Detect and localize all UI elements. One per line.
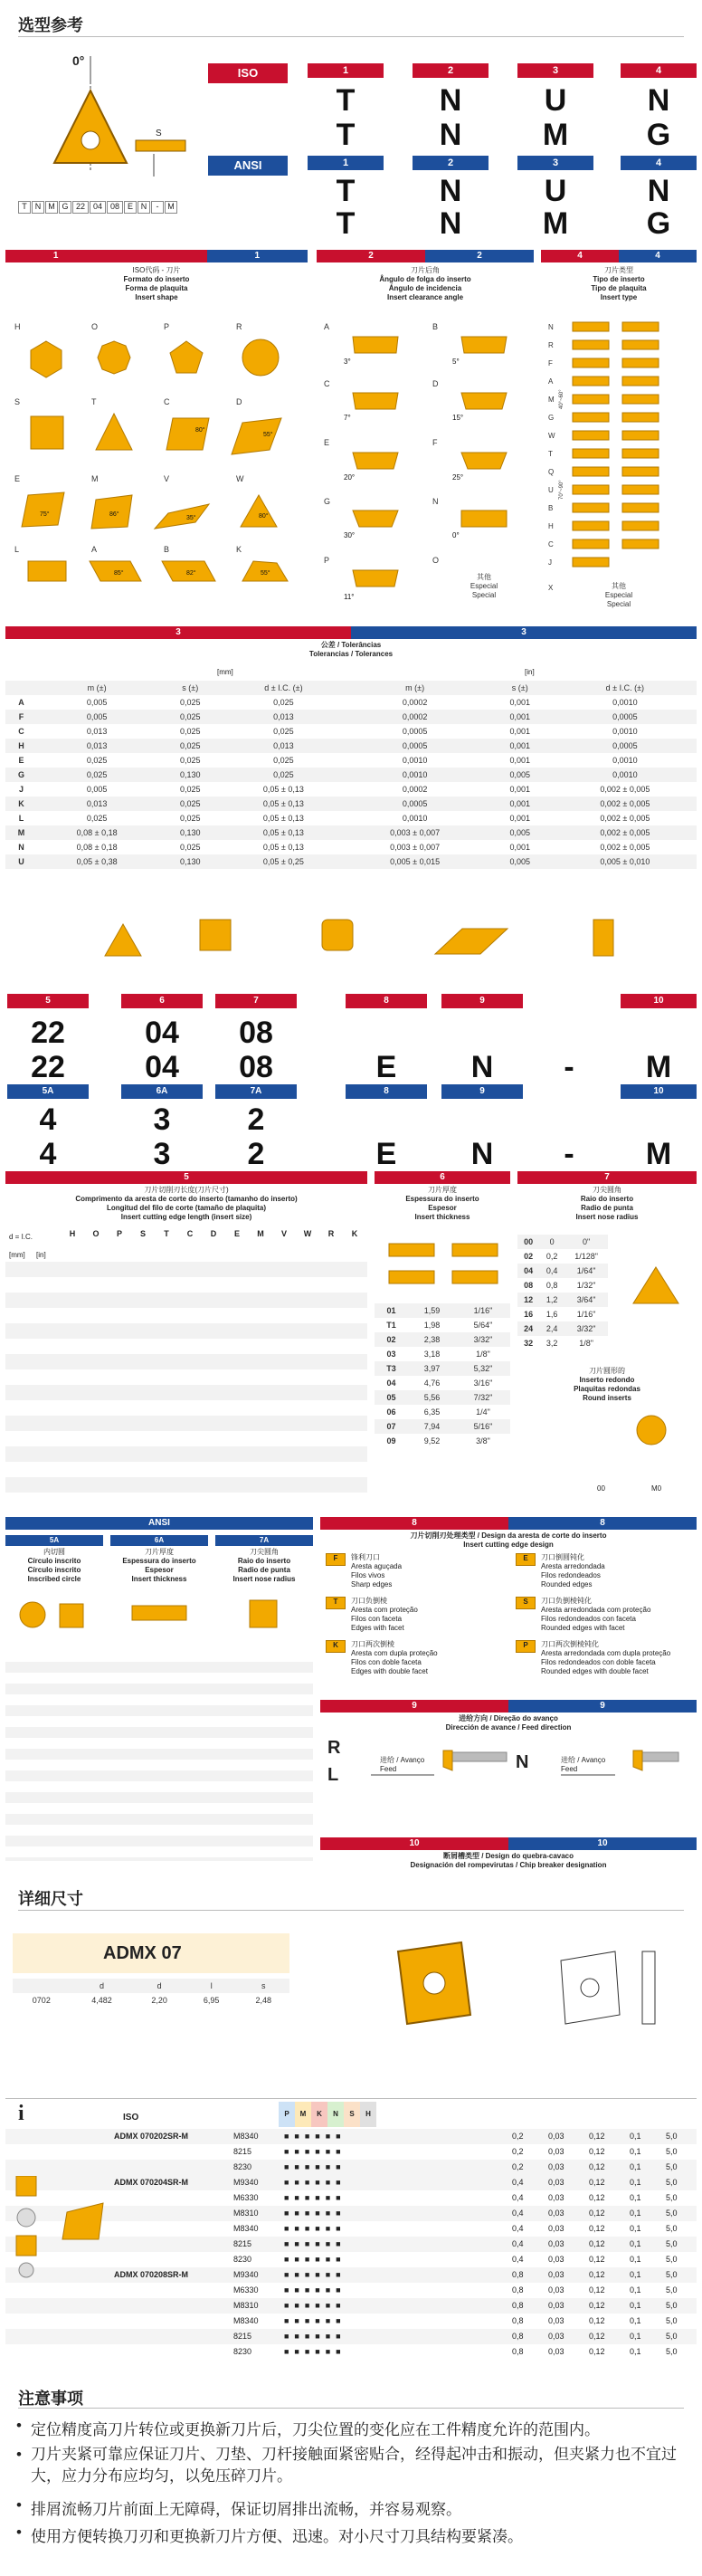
svg-text:N: N [548, 323, 554, 331]
svg-text:S: S [14, 397, 21, 406]
svg-text:W: W [548, 432, 555, 440]
svg-text:H: H [14, 322, 21, 331]
code-cell: 04 [90, 201, 106, 214]
col-num: 2 [413, 63, 489, 78]
iso-letter: T [336, 118, 356, 152]
ansi-c5: 内切圆 Círculo inscrito Círculo inscrito Inscribed circle [27, 1548, 81, 1583]
col-num: 3 [517, 156, 593, 170]
svg-text:5°: 5° [452, 358, 460, 366]
sec4-titles: 刀片类型 Tipo de inserto Tipo de plaquita Insert type [591, 266, 647, 301]
ansi-letter: T [336, 206, 356, 241]
col-num: 1 [308, 156, 384, 170]
svg-text:25°: 25° [452, 473, 464, 482]
iso-code: 08 [239, 1050, 273, 1084]
iso-code: 04 [145, 1050, 179, 1084]
col-num: 5A [7, 1084, 89, 1099]
edge-design-item: P 刀口两次倒棱钝化 Aresta arredondada com dupla proteção Filos redondeados con doble faceta Rounded edges with double facet [516, 1640, 697, 1676]
svg-text:P: P [324, 556, 330, 565]
ansi-letter: M [542, 206, 569, 241]
thickness-row: 01 1,59 1/16" [375, 1303, 510, 1318]
part-row: 8230 ■■■■■■ 0,4 0,03 0,12 0,1 5,0 [233, 2255, 678, 2264]
tolerance-row: M 0,08 ± 0,18 0,130 0,05 ± 0,13 0,003 ± 0,007 0,005 0,002 ± 0,005 [5, 825, 697, 840]
col-num: 6A [110, 1535, 208, 1546]
thickness-table [375, 1303, 510, 1448]
sec5-table-bg [5, 1262, 367, 1506]
code-strip [18, 201, 177, 214]
shape-col: D [210, 1229, 217, 1238]
sec2-header: 2 2 [317, 250, 534, 262]
ansi-letter: T [336, 174, 356, 208]
svg-text:40°~60°: 40°~60° [559, 389, 564, 409]
svg-text:3°: 3° [344, 358, 351, 366]
radius-row: 00 0 0" [517, 1235, 608, 1249]
ansi-icons [5, 1588, 313, 1651]
ansi-code: 3 [153, 1137, 171, 1171]
shape-col: V [280, 1229, 287, 1238]
radius-row: 04 0,4 1/64" [517, 1264, 608, 1278]
tolerance-row: H 0,013 0,025 0,013 0,0005 0,001 0,0005 [5, 739, 697, 753]
code-cell: M [165, 201, 177, 214]
svg-text:H: H [548, 522, 554, 530]
unit-mm: [mm] [9, 1251, 25, 1259]
edge-design-item: F 锋利刀口 Aresta aguçada Filos vivos Sharp edges [326, 1553, 507, 1589]
ansi-code: 4 [39, 1102, 57, 1137]
ansi-code: 2 [247, 1102, 265, 1137]
detail-model: ADMX 07 [13, 1933, 289, 1973]
thickness-row: T1 1,98 5/64" [386, 1321, 493, 1330]
svg-text:80°: 80° [195, 427, 205, 434]
svg-text:80°: 80° [259, 513, 269, 520]
svg-text:Especial: Especial [604, 591, 633, 599]
svg-text:B: B [432, 322, 439, 331]
code-cell: N [32, 201, 44, 214]
svg-text:0°: 0° [452, 531, 460, 539]
shape-col: T [164, 1229, 169, 1238]
feed-label: 进给 / Avanço Feed [561, 1756, 606, 1773]
svg-text:P: P [164, 322, 170, 331]
part-row: ADMX 070208SR-M M9340 ■■■■■■ 0,8 0,03 0,12 0,1 5,0 [5, 2267, 697, 2283]
edge-design-item: K 刀口两次倒棱 Aresta com dupla proteção Filos con doble faceta Edges with double facet [326, 1640, 507, 1676]
tolerance-table: m (±) s (±) d ± I.C. (±) m (±) s (±) d ± I.C. (±) A 0,005 0,025 0,025 0,0002 0,001 0,0010 F 0,005 0,025 0,013 0,0002 0,001 0,0005 C 0,013 0,025 0,025 0,0005 0,001 0,0010 H 0,013 0,025 0,013 0,0005 0,001 0,0005 E 0,025 0,025 0,025 0,0010 0,001 0,0010 G 0,025 0,130 0,025 0,0010 0,005 0,0010 J 0,005 0,025 0,05 ± 0,13 0,0002 0,001 0,002 ± 0,005 K 0,013 0,025 0,05 ± 0,13 0,0005 0,001 0,002 ± 0,005 L 0,025 0,025 0,05 ± 0,13 0,0010 0,001 0,002 ± 0,005 M 0,08 ± 0,18 0,130 0,05 ± 0,13 0,003 ± 0,007 0,005 0,002 ± 0,005 N 0,08 ± 0,18 0,025 0,05 ± 0,13 0,003 ± 0,007 0,001 0,002 ± 0,005 U 0,05 ± 0,38 0,130 0,05 ± 0,25 0,005 ± 0,015 0,005 0,005 ± 0,010 [5, 681, 697, 869]
col-num: 8 [346, 994, 427, 1008]
iso-code: N [470, 1050, 494, 1084]
shape-col: P [116, 1229, 122, 1238]
svg-text:V: V [164, 474, 170, 483]
unit-mm: [mm] [217, 668, 233, 676]
svg-text:55°: 55° [261, 570, 270, 577]
tolerance-row: C 0,013 0,025 0,025 0,0005 0,001 0,0010 [18, 727, 638, 736]
svg-text:O: O [432, 556, 440, 565]
code-cell: N [138, 201, 150, 214]
ansi-c7: 刀尖圆角 Raio do inserto Radio de punta Insert nose radius [232, 1548, 296, 1583]
svg-text:R: R [548, 341, 554, 349]
tolerance-row: F 0,005 0,025 0,013 0,0002 0,001 0,0005 [5, 710, 697, 724]
col-num: 7A [215, 1084, 297, 1099]
svg-text:M: M [548, 396, 555, 404]
ansi-code: N [470, 1137, 494, 1171]
sec4-header: 4 4 [541, 250, 697, 262]
sec1-titles: ISO代码 - 刀片 Formato do inserto Forma de plaquita Insert shape [123, 266, 190, 301]
ansi-letter: U [544, 174, 567, 208]
sec10-titles: 断屑槽类型 / Design do quebra-cavaco Designación del rompevirutas / Chip breaker designation [410, 1852, 607, 1869]
thickness-row: T3 3,97 5,32" [375, 1361, 510, 1376]
svg-text:R: R [236, 322, 242, 331]
sec3-header: 3 3 [5, 626, 697, 639]
iso-letter: N [647, 83, 670, 118]
iso-code: 22 [31, 1050, 65, 1084]
svg-text:其他: 其他 [477, 573, 491, 581]
edge-design-list [320, 1553, 697, 1689]
svg-text:E: E [14, 474, 21, 483]
shape-col: O [92, 1229, 100, 1238]
svg-text:A: A [324, 322, 330, 331]
part-row: 8215 ■■■■■■ 0,4 0,03 0,12 0,1 5,0 [5, 2237, 697, 2252]
svg-text:20°: 20° [344, 473, 356, 482]
shape-col: W [303, 1229, 312, 1238]
tolerance-diagrams [5, 902, 697, 974]
ansi-code: M [645, 1137, 672, 1171]
svg-text:M: M [91, 474, 99, 483]
feed-r: R [327, 1738, 341, 1758]
svg-text:F: F [432, 438, 438, 447]
iso-label: ISO [208, 63, 288, 83]
edge-design-item: S 刀口负倒棱钝化 Aresta arredondada com proteção Filos redondeados con faceta Rounded edges with facet [516, 1597, 697, 1633]
detail-table: d d l s 0702 4,482 2,20 6,95 2,48 [13, 1979, 289, 2008]
code-cell: E [124, 201, 137, 214]
clearance-angle-grid [317, 319, 534, 617]
col-num: 10 [621, 994, 697, 1008]
svg-text:7°: 7° [344, 414, 351, 422]
svg-text:O: O [91, 322, 99, 331]
svg-text:A: A [91, 545, 98, 554]
shape-col: C [186, 1229, 194, 1238]
svg-text:75°: 75° [40, 511, 50, 518]
code-cell: M [45, 201, 58, 214]
svg-text:C: C [164, 397, 170, 406]
radius-row: 16 1,6 1/16" [524, 1310, 596, 1319]
code-cell: 08 [107, 201, 123, 214]
mat-p: P [279, 2102, 295, 2127]
svg-text:S: S [156, 129, 162, 138]
angle-label: 0° [72, 54, 85, 68]
dic-label: d = I.C. [9, 1233, 33, 1241]
thickness-row: 09 9,52 3/8" [386, 1436, 490, 1445]
col-num: 6 [121, 994, 203, 1008]
col-num: 10 [621, 1084, 697, 1099]
svg-text:X: X [548, 584, 554, 592]
radius-row: 24 2,4 3/32" [517, 1321, 608, 1336]
svg-text:G: G [324, 497, 331, 506]
admx-drawing [380, 1915, 688, 2042]
ansi-letter: G [646, 206, 671, 241]
svg-text:Special: Special [606, 600, 631, 608]
ref-title: 选型参考 [18, 16, 83, 34]
radius-row: 32 3,2 1/8" [524, 1339, 593, 1348]
mat-m: M [295, 2102, 311, 2127]
shape-col: M [257, 1229, 264, 1238]
svg-text:35°: 35° [186, 515, 196, 521]
ansi-letter: N [439, 174, 462, 208]
sec10-header: 10 10 [320, 1837, 697, 1850]
material-cols [279, 2102, 376, 2127]
edge-design-item: E 刀口倒圆钝化 Aresta arredondada Filos redondeados Rounded edges [516, 1553, 697, 1589]
parts-iso-label: ISO [123, 2113, 139, 2123]
svg-text:L: L [14, 545, 20, 554]
unit-in: [in] [525, 668, 535, 676]
svg-text:J: J [548, 558, 552, 567]
round-insert-icon [633, 1412, 669, 1448]
iso-code: M [645, 1050, 672, 1084]
shape-col: H [69, 1229, 76, 1238]
parts-side-icons [13, 2176, 112, 2285]
sec6-header: 6 [375, 1171, 510, 1184]
tolerance-row: G 0,025 0,130 0,025 0,0010 0,005 0,0010 [5, 768, 697, 782]
ansi-letter: N [439, 206, 462, 241]
thickness-row: 04 4,76 3/16" [386, 1379, 493, 1388]
col-num: 3 [517, 63, 593, 78]
ansi-code: 3 [153, 1102, 171, 1137]
nose-radius-icon [624, 1258, 688, 1312]
svg-text:D: D [236, 397, 242, 406]
svg-text:55°: 55° [263, 432, 273, 438]
svg-text:C: C [548, 540, 554, 549]
svg-text:Q: Q [548, 468, 555, 476]
svg-text:U: U [548, 486, 554, 494]
sec5-shape-cols [63, 1229, 364, 1238]
feed-l: L [327, 1765, 339, 1785]
edge-design-item: T 刀口负倒棱 Aresta com proteção Filos con faceta Edges with facet [326, 1597, 507, 1633]
sec5-titles: 刀片切削刃长度(刀片尺寸) Comprimento da aresta de corte do inserto (tamanho do inserto) Longitud del filo de corte (tamaño de plaquita) Insert cutting edge length (insert size) [75, 1186, 298, 1221]
ansi-c6: 刀片厚度 Espessura do inserto Espesor Insert thickness [122, 1548, 196, 1583]
sec7-header: 7 [517, 1171, 697, 1184]
part-row: M8340 ■■■■■■ 0,8 0,03 0,12 0,1 5,0 [233, 2316, 678, 2325]
code-cell: 22 [72, 201, 89, 214]
part-row: 8230 ■■■■■■ 0,8 0,03 0,12 0,1 5,0 [233, 2347, 678, 2356]
col-num: 5 [7, 994, 89, 1008]
sec5-header: 5 [5, 1171, 367, 1184]
tolerance-row: K 0,013 0,025 0,05 ± 0,13 0,0005 0,001 0,002 ± 0,005 [5, 797, 697, 811]
radius-row: 08 0,8 1/32" [524, 1281, 596, 1290]
svg-text:B: B [548, 504, 554, 512]
code-cell: G [59, 201, 71, 214]
iso-letter: M [542, 118, 569, 152]
tolerance-row: J 0,005 0,025 0,05 ± 0,13 0,0002 0,001 0,002 ± 0,005 [19, 785, 650, 794]
part-row: M8340 ■■■■■■ 0,4 0,03 0,12 0,1 5,0 [233, 2224, 678, 2233]
col-num: 5A [5, 1535, 103, 1546]
triangle-insert-icon [18, 54, 208, 199]
col-num: 9 [441, 994, 523, 1008]
sec2-titles: 刀片后角 Ângulo de folga do inserto Ángulo de incidencia Insert clearance angle [379, 266, 471, 301]
sec6-titles: 刀片厚度 Espessura do inserto Espesor Insert thickness [405, 1186, 479, 1221]
notes-title: 注意事项 [18, 2390, 83, 2408]
iso-letter: U [544, 83, 567, 118]
svg-text:85°: 85° [114, 570, 124, 577]
col-num: 2 [413, 156, 489, 170]
svg-text:86°: 86° [109, 511, 119, 518]
shape-col: S [139, 1229, 146, 1238]
thickness-row: 03 3,18 1/8" [386, 1350, 490, 1359]
svg-text:K: K [236, 545, 242, 554]
note-item: • 使用方便转换刀刃和更换新刀片方便、迅速。对小尺寸刀具结构要紧凑。 [31, 2524, 682, 2546]
ansi-code: - [564, 1137, 574, 1171]
thickness-icon [380, 1235, 507, 1298]
sec7-titles: 刀尖圆角 Raio do inserto Radio de punta Insert nose radius [575, 1186, 639, 1221]
svg-text:W: W [236, 474, 244, 483]
code-cell: - [151, 201, 164, 214]
iso-letter: N [439, 118, 462, 152]
ansi-label: ANSI [208, 156, 288, 176]
svg-text:E: E [324, 438, 330, 447]
tolerance-row: U 0,05 ± 0,38 0,130 0,05 ± 0,25 0,005 ± 0,015 0,005 0,005 ± 0,010 [5, 854, 697, 869]
svg-text:11°: 11° [344, 593, 355, 601]
round-code: M0 [651, 1484, 662, 1493]
thickness-row: 02 2,38 3/32" [375, 1332, 510, 1347]
ansi-code: 2 [247, 1137, 265, 1171]
insert-shapes-grid [5, 319, 308, 617]
thickness-row: 07 7,94 5/16" [375, 1419, 510, 1434]
col-num: 7 [215, 994, 297, 1008]
ansi-header: ANSI [5, 1517, 313, 1530]
part-row: 8215 ■■■■■■ 0,8 0,03 0,12 0,1 5,0 [5, 2329, 697, 2344]
mat-n: N [327, 2102, 344, 2127]
iso-letter: T [336, 83, 356, 118]
svg-text:N: N [432, 497, 439, 506]
part-row: ADMX 070202SR-M M8340 ■■■■■■ 0,2 0,03 0,12 0,1 5,0 [5, 2129, 697, 2144]
feed-label: 进给 / Avanço Feed [380, 1756, 425, 1773]
note-item: • 刀片夹紧可靠应保证刀片、刀垫、刀杆接触面紧密贴合，经得起冲击和振动，但夹紧力也不宜过大，应力分布应均匀，以免压碎刀片。 [31, 2444, 682, 2487]
radius-row: 02 0,2 1/128" [524, 1252, 598, 1261]
round-insert-label: 刀片圆形的 Inserto redondo Plaquitas redondas Round inserts [574, 1367, 640, 1402]
svg-text:F: F [548, 359, 553, 367]
mat-h: H [360, 2102, 376, 2127]
ansi-code: 4 [39, 1137, 57, 1171]
thickness-row: 06 6,35 1/4" [386, 1407, 490, 1417]
svg-text:T: T [548, 450, 553, 458]
svg-text:C: C [324, 379, 330, 388]
tolerance-row: N 0,08 ± 0,18 0,025 0,05 ± 0,13 0,003 ± 0,007 0,001 0,002 ± 0,005 [18, 843, 650, 852]
iso-code: 22 [31, 1016, 65, 1050]
part-row: 8230 ■■■■■■ 0,2 0,03 0,12 0,1 5,0 [5, 2160, 697, 2175]
thickness-row: 05 5,56 7/32" [375, 1390, 510, 1405]
part-row: M8310 ■■■■■■ 0,8 0,03 0,12 0,1 5,0 [5, 2298, 697, 2314]
tolerance-row: L 0,025 0,025 0,05 ± 0,13 0,0010 0,001 0,002 ± 0,005 [18, 814, 650, 823]
ansi-code: E [375, 1137, 397, 1171]
part-row: M6330 ■■■■■■ 0,8 0,03 0,12 0,1 5,0 [233, 2285, 678, 2295]
sec3-title: 公差 / Tolerâncias Tolerancias / Tolerances [308, 641, 394, 658]
svg-text:A: A [548, 377, 554, 386]
feed-n: N [516, 1752, 529, 1772]
iso-code: E [375, 1050, 397, 1084]
part-row: 8215 ■■■■■■ 0,2 0,03 0,12 0,1 5,0 [233, 2147, 678, 2156]
info-icon: i [18, 2102, 24, 2125]
sec8-titles: 刀片切削刃处理类型 / Design da aresta de corte do inserto Insert cutting edge design [410, 1531, 607, 1549]
svg-text:82°: 82° [186, 570, 196, 577]
sec9-header: 9 9 [320, 1700, 697, 1713]
iso-letter: G [646, 118, 671, 152]
iso-code: 08 [239, 1016, 273, 1050]
tolerance-row: E 0,025 0,025 0,025 0,0010 0,001 0,0010 [18, 756, 638, 765]
shape-col: R [327, 1229, 335, 1238]
sec1-header: 1 1 [5, 250, 308, 262]
svg-text:Especial: Especial [470, 582, 498, 590]
part-row: ADMX 070204SR-M M9340 ■■■■■■ 0,4 0,03 0,12 0,1 5,0 [5, 2175, 697, 2190]
svg-text:D: D [432, 379, 439, 388]
svg-text:15°: 15° [452, 414, 464, 422]
note-item: • 定位精度高刀片转位或更换新刀片后，刀尖位置的变化应在工件精度允许的范围内。 [31, 2417, 682, 2439]
ansi-letter: N [647, 174, 670, 208]
detail-title: 详细尺寸 [18, 1890, 83, 1908]
col-num: 4 [621, 156, 697, 170]
iso-code: 04 [145, 1016, 179, 1050]
insert-type-grid [541, 319, 697, 617]
svg-text:G: G [548, 414, 555, 422]
col-num: 9 [441, 1084, 523, 1099]
unit-in: [in] [36, 1251, 46, 1259]
shape-col: E [233, 1229, 240, 1238]
nose-radius-table [517, 1235, 608, 1350]
code-cell: T [18, 201, 31, 214]
svg-text:30°: 30° [344, 531, 356, 539]
col-num: 1 [308, 63, 384, 78]
svg-text:Special: Special [471, 591, 497, 599]
sec9-titles: 进给方向 / Direção do avanço Dirección de avance / Feed direction [445, 1714, 572, 1732]
part-row: M6330 ■■■■■■ 0,4 0,03 0,12 0,1 5,0 [233, 2193, 678, 2202]
svg-text:70°~90°: 70°~90° [559, 480, 564, 500]
note-item: • 排屑流畅刀片前面上无障碍，保证切屑排出流畅，并容易观察。 [31, 2496, 682, 2519]
col-num: 8 [346, 1084, 427, 1099]
sec8-header: 8 8 [320, 1517, 697, 1530]
iso-letter: N [439, 83, 462, 118]
svg-text:B: B [164, 545, 170, 554]
col-num: 6A [121, 1084, 203, 1099]
mat-s: S [344, 2102, 360, 2127]
part-row: M8310 ■■■■■■ 0,4 0,03 0,12 0,1 5,0 [5, 2206, 697, 2221]
ansi-table-bg [5, 1662, 313, 1861]
iso-code: - [564, 1050, 574, 1084]
mat-k: K [311, 2102, 327, 2127]
svg-text:T: T [91, 397, 97, 406]
round-code: 00 [597, 1484, 605, 1493]
col-num: 7A [215, 1535, 313, 1546]
shape-col: K [351, 1229, 358, 1238]
radius-row: 12 1,2 3/64" [517, 1293, 608, 1307]
tolerance-row: A 0,005 0,025 0,025 0,0002 0,001 0,0010 [18, 698, 638, 707]
svg-text:其他: 其他 [612, 582, 626, 590]
col-num: 4 [621, 63, 697, 78]
